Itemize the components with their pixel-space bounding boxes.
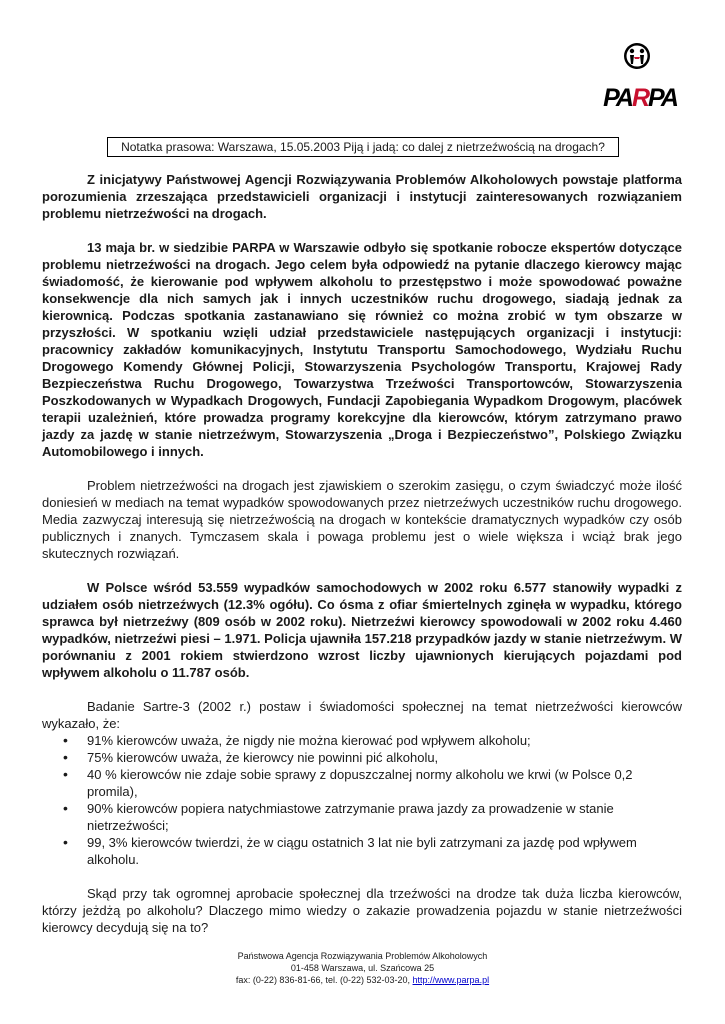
page-footer (0, 950, 725, 986)
intro-paragraph: Z inicjatywy Państwowej Agencji Rozwiązywania Problemów Alkoholowych powstaje platforma porozumienia zrzeszająca przedstawicieli organizacji i instytucji zainteresowanych rozwiązaniem problemu nietrzeźwości na drogach. (42, 172, 682, 221)
parpa-logo (590, 42, 690, 110)
list-item: • 91% kierowców uważa, że nigdy nie można kierować pod wpływem alkoholu; (42, 732, 682, 749)
website-link[interactable]: http://www.parpa.pl (412, 975, 490, 985)
press-note-header: Notatka prasowa: Warszawa, 15.05.2003 Piją i jadą: co dalej z nietrzeźwością na drogach? (107, 137, 619, 157)
svg-text:PARPA: PARPA (603, 84, 677, 110)
survey-intro-paragraph: Badanie Sartre-3 (2002 r.) postaw i świadomości społecznej na temat nietrzeźwości kierowców wykazało, że: (42, 699, 682, 731)
statistics-paragraph: W Polsce wśród 53.559 wypadków samochodowych w 2002 roku 6.577 stanowiły wypadki z udziałem osób nietrzeźwych (12.3% ogółu). Co ósma z ofiar śmiertelnych zginęła w wypadku, którego sprawca był nietrzeźwy (809 osób w 2002 roku). Nietrzeźwi kierowcy spowodowali w 2002 roku 4.460 wypadków, nietrzeźwi piesi – 1.971. Policja ujawniła 157.218 przypadków jazdy w stanie nietrzeźwym. W porównaniu z 2001 rokiem stwierdzono wzrost liczby ujawnionych kierujących pojazdami pod wpływem alkoholu o 11.787 osób. (42, 580, 682, 680)
footer-organization: Państwowa Agencja Rozwiązywania Problemów Alkoholowych (237, 951, 488, 961)
closing-paragraph: Skąd przy tak ogromnej aprobacie społecznej dla trzeźwości na drodze tak duża liczba kierowców, którzy jeżdżą po alkoholu? Dlaczego mimo wiedzy o zakazie prowadzenia pojazdu w stanie nietrzeźwości kierowcy decydują się na to? (42, 886, 682, 935)
meeting-paragraph: 13 maja br. w siedzibie PARPA w Warszawie odbyło się spotkanie robocze ekspertów dotyczące problemu nietrzeźwości na drogach. Jego celem była odpowiedź na pytanie dlaczego kierowcy mając świadomość, że kierowanie pod wpływem alkoholu to przestępstwo i może spowodować poważne konsekwencje dla nich samych jak i innych uczestników ruchu drogowego, siadają jednak za kierownicą. Podczas spotkania zastanawiano się również co można zrobić w tym obszarze w przyszłości. W spotkaniu wzięli udział przedstawiciele następujących organizacji i instytucji: pracownicy zakładów komunikacyjnych, Instytutu Transportu Samochodowego, Wydziału Ruchu Drogowego Komendy Głównej Policji, Stowarzyszenia Psychologów Transportu, Krajowej Rady Bezpieczeństwa Ruchu Drogowego, Towarzystwa Trzeźwości Transportowców, Stowarzyszenia Poszkodowanych w Wypadkach Drogowych, Fundacji Zapobiegania Wypadkom Drogowym, placówek terapii uzależnień, które prowadza programy korekcyjne dla kierowców, którym zatrzymano prawo jazdy za jazdę w stanie nietrzeźwym, Stowarzyszenia „Droga i Bezpieczeństwo”, Polskiego Związku Automobilowego i innych. (42, 240, 682, 459)
article-body (42, 171, 682, 953)
list-item: • 40 % kierowców nie zdaje sobie sprawy z dopuszczalnej normy alkoholu we krwi (w Polsce 0,2 promila), (42, 766, 682, 800)
survey-results-list (42, 732, 682, 868)
list-item: • 90% kierowców popiera natychmiastowe zatrzymanie prawa jazdy za prowadzenie w stanie nietrzeźwości; (42, 800, 682, 834)
footer-phone-fax: fax: (0-22) 836-81-66, tel. (0-22) 532-03-20, (235, 975, 413, 985)
list-item: • 75% kierowców uważa, że kierowcy nie powinni pić alkoholu, (42, 749, 682, 766)
list-item: • 99, 3% kierowców twierdzi, że w ciągu ostatnich 3 lat nie byli zatrzymani za jazdę pod wpływem alkoholu. (42, 834, 682, 868)
problem-paragraph: Problem nietrzeźwości na drogach jest zjawiskiem o szerokim zasięgu, o czym świadczyć może ilość doniesień w mediach na temat wypadków spowodowanych przez nietrzeźwych uczestników ruchu drogowego. Media zazwyczaj interesują się nietrzeźwością na drogach w kontekście dramatycznych wypadków czy osób publicznych i znanych. Tymczasem skala i powaga problemu jest o wiele większa i wciąż brak jego skutecznych rozwiązań. (42, 478, 682, 561)
footer-contact (0, 974, 725, 986)
footer-address: 01-458 Warszawa, ul. Szańcowa 25 (290, 963, 435, 973)
